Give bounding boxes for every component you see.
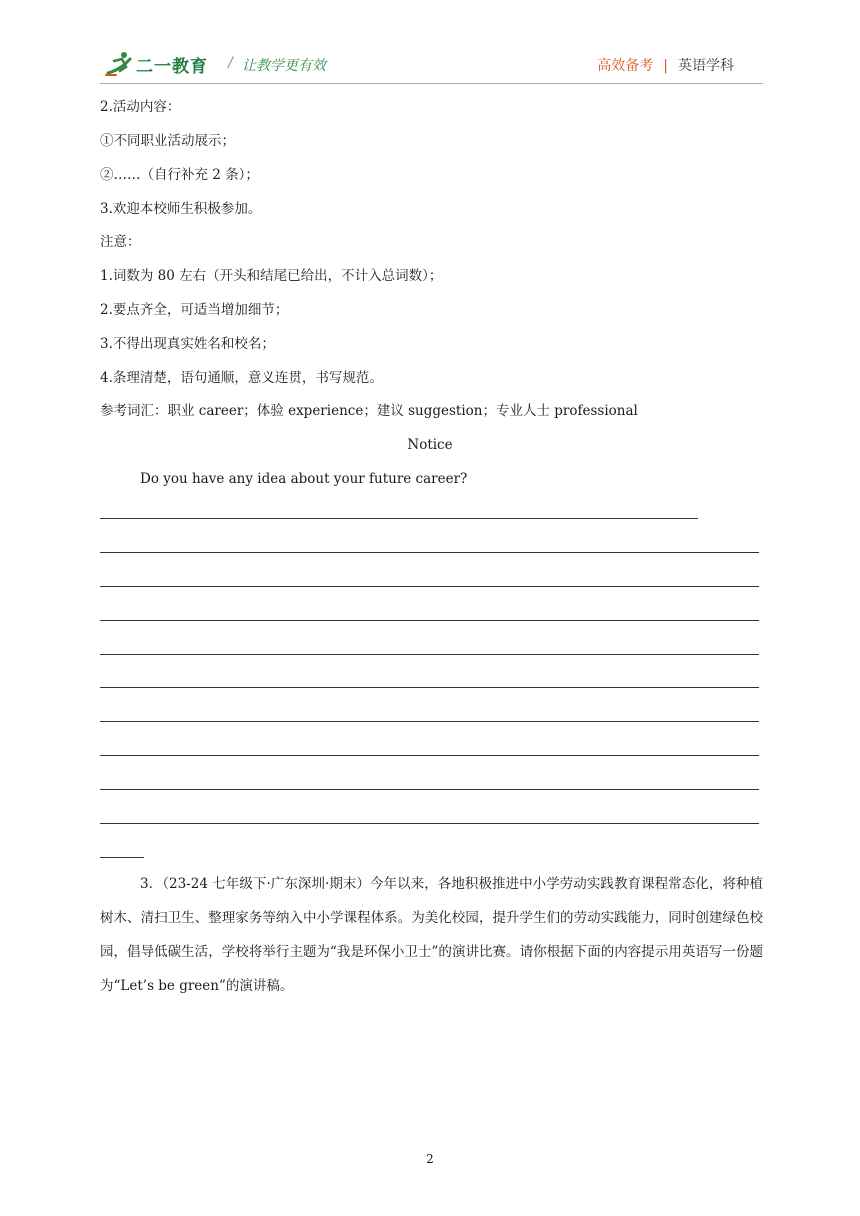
- question-3: 3．（23-24 七年级下·广东深圳·期末）今年以来，各地积极推进中小学劳动实践教育课程常态化，将种植树木、清扫卫生、整理家务等纳入中小学课程体系。为美化校园，提升学生们的劳动实践能力，同时创建绿色校园，倡导低碳生活，学校将举行主题为“我是环保小卫士”的演讲比赛。请你根据下面的内容提示用英语写一份题为“Let’s be green”的演讲稿。: [100, 876, 763, 994]
- answer-line[interactable]: [100, 789, 759, 790]
- notice-intro: Do you have any idea about your future career?: [140, 471, 468, 487]
- text-line: 2.要点齐全，可适当增加细节；: [100, 302, 289, 318]
- answer-line[interactable]: [100, 620, 759, 621]
- text-line: 3.不得出现真实姓名和校名；: [100, 336, 275, 352]
- header-subject: [597, 55, 734, 75]
- text-line: ①不同职业活动展示；: [100, 133, 235, 149]
- text-line: 1.词数为 80 左右（开头和结尾已给出，不计入总词数）；: [100, 268, 443, 284]
- answer-line[interactable]: [100, 687, 759, 688]
- runner-logo-icon: [104, 49, 134, 79]
- answer-line[interactable]: [100, 654, 759, 655]
- page-number: 2: [426, 1152, 434, 1166]
- header-divider: |: [663, 58, 668, 74]
- notice-title: Notice: [407, 437, 453, 453]
- answer-line[interactable]: [100, 518, 698, 519]
- text-line: 注意：: [100, 234, 141, 250]
- answer-line[interactable]: [100, 755, 759, 756]
- answer-line[interactable]: [100, 823, 759, 824]
- slogan-separator: /: [228, 55, 233, 71]
- header-tag: 高效备考: [597, 58, 654, 74]
- header-subject-name: 英语学科: [678, 58, 734, 74]
- answer-line[interactable]: [100, 857, 144, 858]
- page-header: [104, 48, 744, 82]
- text-line: 2.活动内容：: [100, 99, 181, 115]
- header-divider-line: [100, 83, 763, 84]
- logo-text: 二一教育: [136, 56, 208, 77]
- slogan: 让教学更有效: [242, 58, 326, 74]
- text-line: 4.条理清楚，语句通顺，意义连贯，书写规范。: [100, 370, 383, 386]
- logo: [104, 48, 208, 80]
- answer-line[interactable]: [100, 552, 759, 553]
- text-line: 3.欢迎本校师生积极参加。: [100, 201, 262, 217]
- text-line: 参考词汇：职业 career；体验 experience；建议 suggestion；专业人士 professional: [100, 403, 638, 419]
- answer-line[interactable]: [100, 586, 759, 587]
- answer-line[interactable]: [100, 721, 759, 722]
- text-line: ②……（自行补充 2 条）；: [100, 167, 259, 183]
